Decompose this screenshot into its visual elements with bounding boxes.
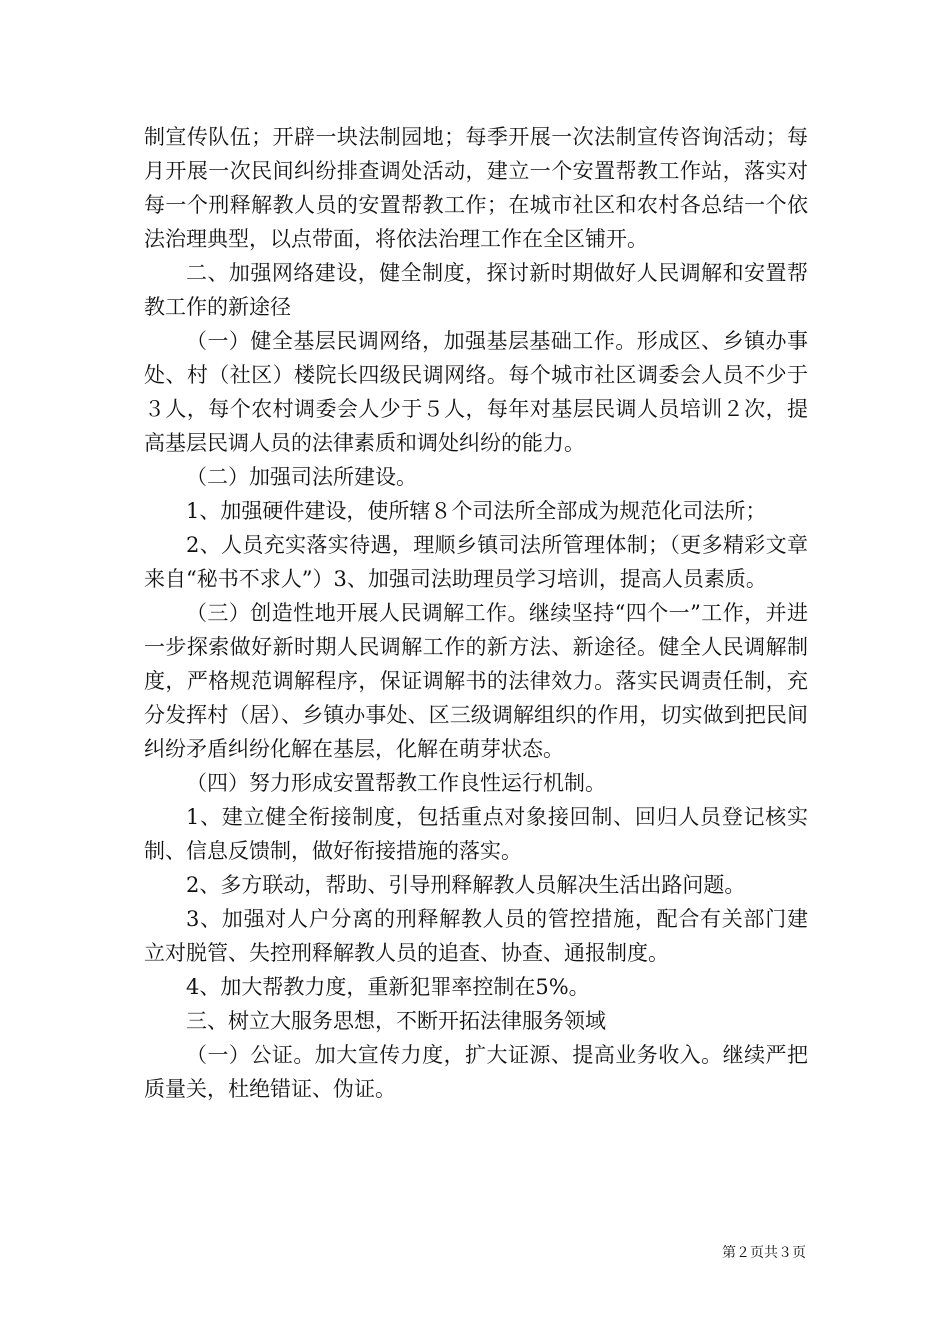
paragraph-continuation: 制宣传队伍；开辟一块法制园地；每季开展一次法制宣传咨询活动；每月开展一次民间纠纷排查调处活动，建立一个安置帮教工作站，落实对每一个刑释解教人员的安置帮教工作；在城市社区和农村各总结一个依法治理典型，以点带面，将依法治理工作在全区铺开。 bbox=[144, 125, 808, 251]
paragraph-subsection-4: （四）努力形成安置帮教工作良性运行机制。 bbox=[186, 771, 606, 795]
list-item: 2、人员充实落实待遇，理顺乡镇司法所管理体制；（更多精彩文章来自“秘书不求人”）3、加强司法助理员学习培训，提高人员素质。 bbox=[144, 533, 808, 591]
section-heading-2: 二、加强网络建设，健全制度，探讨新时期做好人民调解和安置帮教工作的新途径 bbox=[144, 261, 808, 319]
paragraph-subsection-3: （三）创造性地开展人民调解工作。继续坚持“四个一”工作，并进一步探索做好新时期人民调解工作的新方法、新途径。健全人民调解制度，严格规范调解程序，保证调解书的法律效力。落实民调责任制，充分发挥村（居）、乡镇办事处、区三级调解组织的作用，切实做到把民间纠纷矛盾纠纷化解在基层，化解在萌芽状态。 bbox=[144, 601, 808, 761]
list-item: 4、加大帮教力度，重新犯罪率控制在5%。 bbox=[186, 975, 590, 999]
paragraph-subsection-notary: （一）公证。加大宣传力度，扩大证源、提高业务收入。继续严把质量关，杜绝错证、伪证。 bbox=[144, 1043, 808, 1101]
list-item: 2、多方联动，帮助、引导刑释解教人员解决生活出路问题。 bbox=[186, 873, 746, 897]
document-body bbox=[144, 120, 808, 1106]
list-item: 1、加强硬件建设，使所辖８个司法所全部成为规范化司法所； bbox=[186, 499, 767, 523]
paragraph-subsection-2: （二）加强司法所建设。 bbox=[186, 465, 417, 489]
list-item: 1、建立健全衔接制度，包括重点对象接回制、回归人员登记核实制、信息反馈制，做好衔接措施的落实。 bbox=[144, 805, 808, 863]
paragraph-subsection-1: （一）健全基层民调网络，加强基层基础工作。形成区、乡镇办事处、村（社区）楼院长四级民调网络。每个城市社区调委会人员不少于３人，每个农村调委会人少于５人，每年对基层民调人员培训２次，提高基层民调人员的法律素质和调处纠纷的能力。 bbox=[144, 329, 808, 455]
section-heading-3: 三、树立大服务思想，不断开拓法律服务领域 bbox=[186, 1009, 606, 1033]
list-item: 3、加强对人户分离的刑释解教人员的管控措施，配合有关部门建立对脱管、失控刑释解教人员的追查、协查、通报制度。 bbox=[144, 907, 808, 965]
page-number: 第２页共３页 bbox=[722, 1245, 806, 1261]
